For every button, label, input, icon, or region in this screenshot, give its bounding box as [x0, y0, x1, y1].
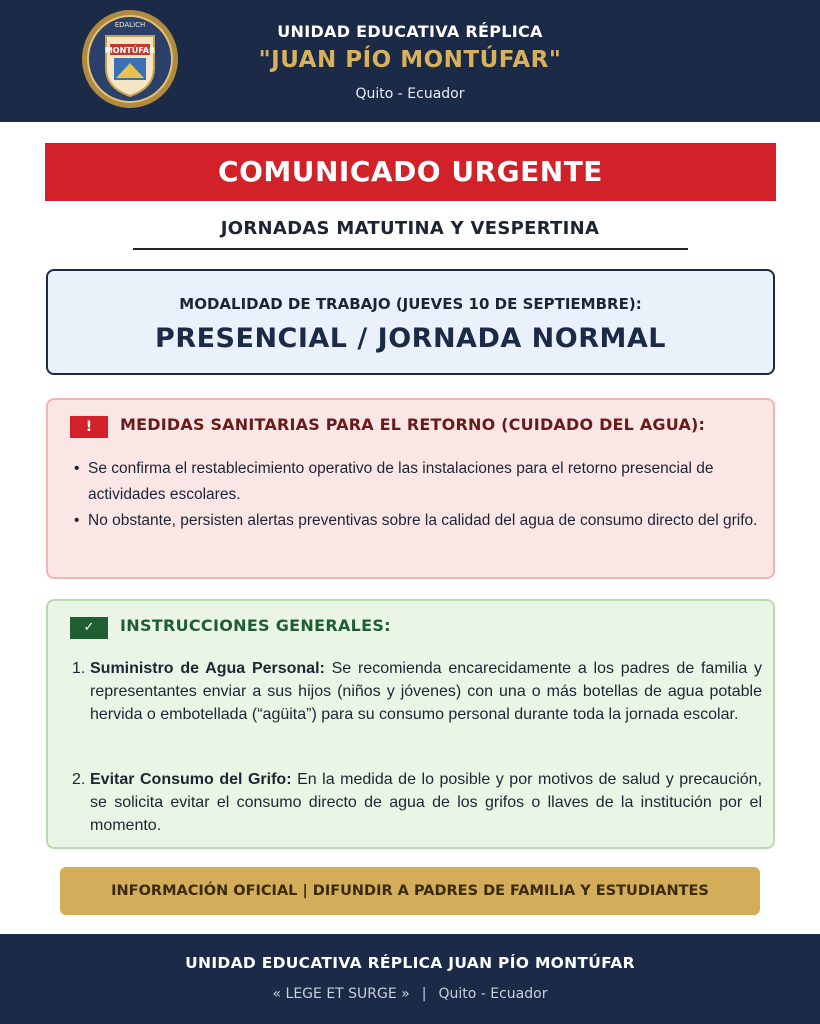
footer-separator: | — [421, 986, 427, 1002]
health-bullet-list — [74, 456, 764, 534]
alert-icon: ! — [70, 416, 108, 438]
instruction-text: Se recomienda encarecidamente a los padres de familia y representantes enviar a sus hijos (niños y jóvenes) con una o más botellas de agua potable hervida o embotellada (“agüita”) para su consumo personal durante toda la jornada escolar. — [90, 660, 762, 723]
footer-band — [0, 934, 820, 1024]
seal-banner-text: MONTÚFAR — [104, 46, 156, 55]
footer-motto: « LEGE ET SURGE » — [272, 986, 410, 1002]
instruction-number: 2. — [72, 771, 86, 788]
footer-subline — [0, 986, 820, 1002]
header-band — [0, 0, 820, 122]
work-mode-value: PRESENCIAL / JORNADA NORMAL — [155, 323, 666, 354]
footer-school-name: UNIDAD EDUCATIVA RÉPLICA JUAN PÍO MONTÚFAR — [185, 954, 635, 972]
check-icon: ✓ — [70, 617, 108, 639]
instruction-item — [72, 768, 762, 837]
instructions-title: INSTRUCCIONES GENERALES: — [120, 616, 391, 635]
school-name-line1: UNIDAD EDUCATIVA RÉPLICA — [277, 22, 543, 41]
instruction-heading: Evitar Consumo del Grifo: — [90, 771, 292, 788]
seal-top-text: EDALICH — [114, 21, 146, 29]
instruction-number: 1. — [72, 660, 86, 677]
health-measures-title: MEDIDAS SANITARIAS PARA EL RETORNO (CUIDADO DEL AGUA): — [120, 415, 706, 434]
list-item: • Se confirma el restablecimiento operativo de las instalaciones para el retorno presencial de actividades escolares. — [74, 456, 764, 508]
school-crest-icon — [80, 8, 180, 110]
school-name-line2: "JUAN PÍO MONTÚFAR" — [258, 47, 562, 73]
general-instructions-box — [46, 599, 775, 849]
footer-location: Quito - Ecuador — [438, 986, 548, 1002]
work-mode-label: MODALIDAD DE TRABAJO (JUEVES 10 DE SEPTIEMBRE): — [179, 295, 642, 313]
urgent-banner: COMUNICADO URGENTE — [45, 143, 776, 201]
school-location: Quito - Ecuador — [355, 86, 465, 102]
instruction-heading: Suministro de Agua Personal: — [90, 660, 325, 677]
subtitle-divider — [133, 248, 688, 250]
official-info-bar: INFORMACIÓN OFICIAL | DIFUNDIR A PADRES DE FAMILIA Y ESTUDIANTES — [60, 867, 760, 915]
health-measures-box — [46, 398, 775, 579]
instruction-text: En la medida de lo posible y por motivos de salud y precaución, se solicita evitar el consumo directo de agua de los grifos o llaves de la institución por el momento. — [90, 771, 762, 834]
work-mode-box — [46, 269, 775, 375]
list-item: • No obstante, persisten alertas preventivas sobre la calidad del agua de consumo directo del grifo. — [74, 508, 764, 534]
shift-subtitle: JORNADAS MATUTINA Y VESPERTINA — [220, 218, 600, 239]
instruction-item — [72, 657, 762, 726]
